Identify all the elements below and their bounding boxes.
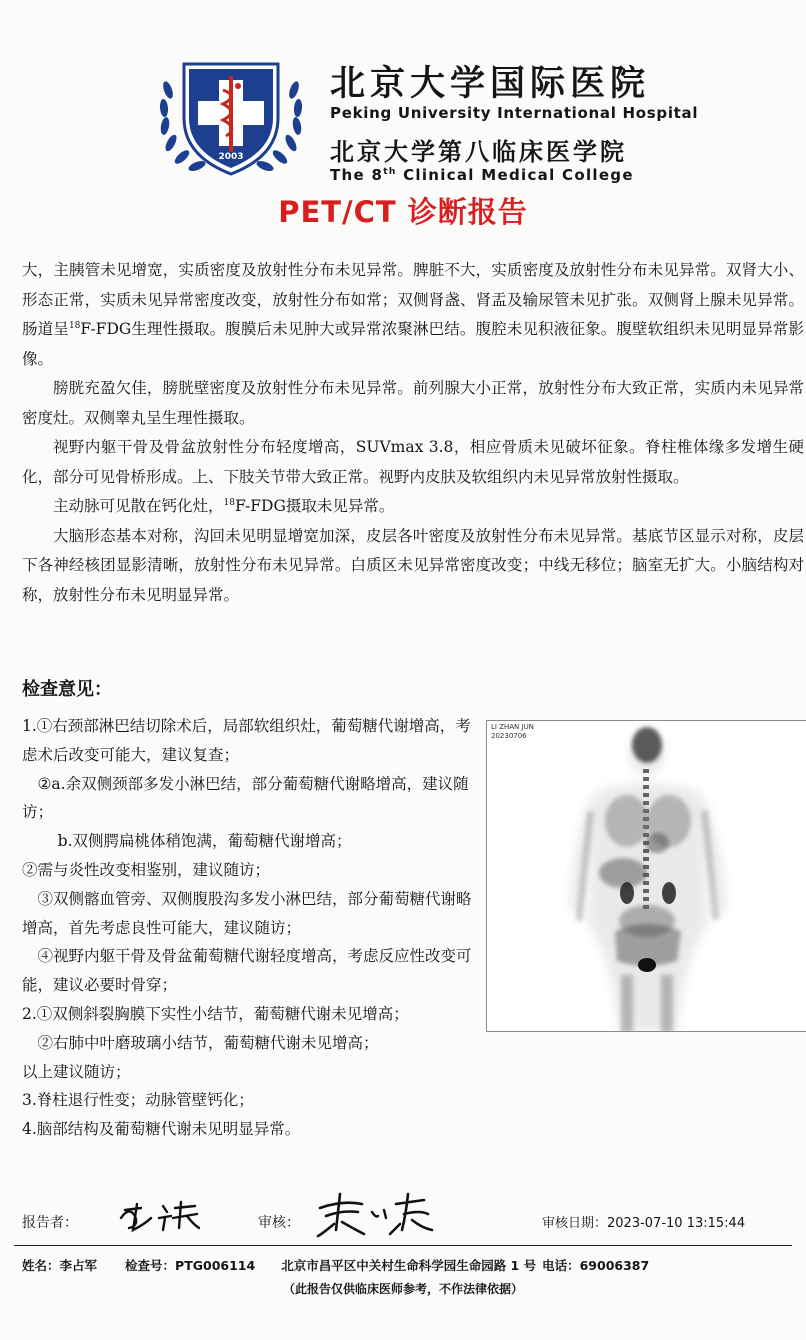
pet-scan-date: 20230706 — [491, 732, 527, 740]
opinion-line: 1.①右颈部淋巴结切除术后，局部软组织灶，葡萄糖代谢增高，考虑术后改变可能大，建议复查； — [22, 717, 471, 764]
opinion-line: ③双侧髂血管旁、双侧腹股沟多发小淋巴结，部分葡萄糖代谢略增高，首先考虑良性可能大，建议随访； — [22, 889, 472, 937]
opinion-line: b.双侧腭扁桃体稍饱满，葡萄糖代谢增高； — [57, 832, 352, 851]
opinion-line: ②a.余双侧颈部多发小淋巴结，部分葡萄糖代谢略增高，建议随访； — [22, 774, 469, 822]
college-en-sup: th — [383, 167, 397, 177]
findings-paragraph: 视野内躯干骨及骨盆放射性分布轻度增高，SUVmax 3.8，相应骨质未见破坏征象。脊柱椎体缘多发增生硬化，部分可见骨桥形成。上、下肢关节带大致正常。视野内皮肤及软组织内未见异常放射性摄取。 — [22, 438, 804, 486]
disclaimer: （此报告仅供临床医师参考，不作法律依据） — [282, 1282, 523, 1296]
findings-p1-tail: F-FDG生理性摄取。腹膜后未见肿大或异常浓聚淋巴结。腹腔未见积液征象。腹壁软组织未见明显异常影像。 — [22, 320, 804, 368]
phone-number: 69006387 — [579, 1258, 650, 1273]
footer-divider — [14, 1245, 792, 1246]
hospital-logo — [156, 56, 306, 180]
patient-name-label: 姓名： — [22, 1258, 60, 1273]
phone-label: 电话： — [542, 1258, 580, 1273]
opinion-line: ②右肺中叶磨玻璃小结节，葡萄糖代谢未见增高； — [37, 1033, 379, 1052]
opinion-list — [22, 712, 477, 1144]
logo-year: 2003 — [218, 152, 244, 162]
opinion-line: ④视野内躯干骨及骨盆葡萄糖代谢轻度增高，考虑反应性改变可能，建议必要时骨穿； — [22, 947, 472, 995]
findings-paragraph — [22, 256, 804, 374]
opinion-line: 2.①双侧斜裂胸膜下实性小结节，葡萄糖代谢未见增高； — [22, 1004, 409, 1023]
auditor-signature — [312, 1190, 442, 1244]
findings-p4-tail: F-FDG摄取未见异常。 — [234, 497, 395, 515]
findings-p1: 大，主胰管未见增宽，实质密度及放射性分布未见异常。脾脏不大，实质密度及放射性分布未见异常。双肾大小、形态正常，实质未见异常密度改变，放射性分布如常；双侧肾盏、肾盂及输尿管未见扩张。双侧肾上腺未见异常。肠道呈 — [22, 261, 804, 338]
exam-number: PTG006114 — [175, 1258, 256, 1273]
isotope-superscript: 18 — [68, 320, 81, 331]
college-en-pre: The 8 — [330, 166, 384, 184]
opinion-line: 3.脊柱退行性变；动脉管壁钙化； — [22, 1091, 254, 1110]
hospital-name-en: Peking University International Hospital — [330, 104, 699, 122]
reporter-signature — [115, 1198, 205, 1238]
isotope-superscript: 18 — [223, 497, 235, 508]
college-name-en — [330, 166, 634, 184]
college-en-post: Clinical Medical College — [396, 166, 634, 184]
pet-patient-name: LI ZHAN JUN — [491, 723, 534, 731]
pet-image-label — [491, 723, 534, 741]
auditor-label: 审核： — [258, 1215, 300, 1231]
audit-date-value: 2023-07-10 13:15:44 — [607, 1216, 746, 1231]
hospital-name-cn: 北京大学国际医院 — [330, 63, 651, 104]
findings-paragraph: 大脑形态基本对称，沟回未见明显增宽加深，皮层各叶密度及放射性分布未见异常。基底节区显示对称，皮层下各神经核团显影清晰，放射性分布未见异常。白质区未见异常密度改变；中线无移位；脑室无扩大。小脑结构对称，放射性分布未见明显异常。 — [22, 526, 804, 604]
college-name-cn: 北京大学第八临床医学院 — [330, 138, 627, 166]
patient-footer — [22, 1256, 649, 1274]
hospital-address: 北京市昌平区中关村生命科学园生命园路 1 号 — [281, 1258, 537, 1273]
opinion-line: ②需与炎性改变相鉴别，建议随访； — [22, 860, 271, 879]
audit-date-label: 审核日期： — [542, 1216, 608, 1231]
patient-name: 李占军 — [59, 1258, 98, 1273]
audit-date — [542, 1212, 745, 1231]
findings-paragraph — [22, 492, 804, 522]
opinion-line: 以上建议随访； — [22, 1062, 131, 1081]
pet-mip-image — [486, 720, 806, 1032]
findings-section — [22, 256, 804, 610]
exam-number-label: 检查号： — [125, 1258, 176, 1273]
findings-paragraph: 膀胱充盈欠佳，膀胱壁密度及放射性分布未见异常。前列腺大小正常，放射性分布大致正常，实质内未见异常密度灶。双侧睾丸呈生理性摄取。 — [22, 379, 804, 427]
findings-p4: 主动脉可见散在钙化灶， — [53, 497, 224, 515]
opinion-heading: 检查意见： — [22, 679, 112, 700]
report-title: PET/CT 诊断报告 — [278, 195, 528, 229]
reporter-label: 报告者： — [22, 1215, 78, 1231]
opinion-line: 4.脑部结构及葡萄糖代谢未见明显异常。 — [22, 1120, 301, 1139]
